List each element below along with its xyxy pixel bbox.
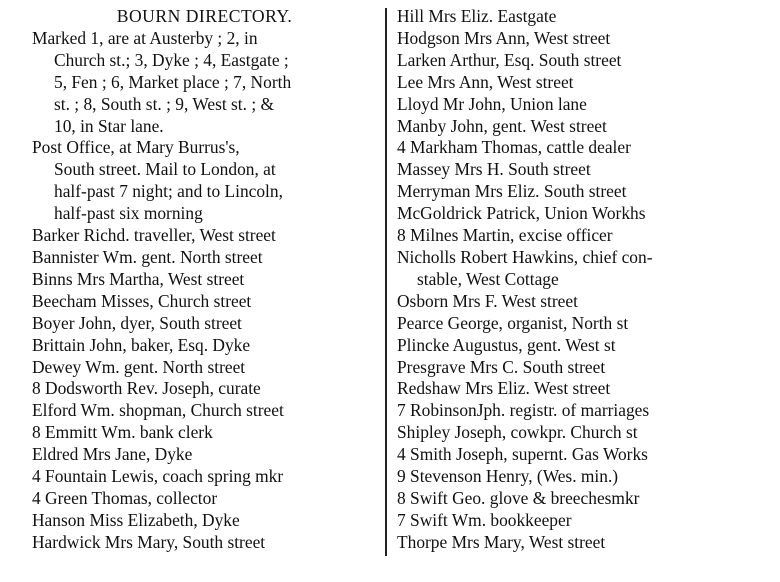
directory-entry: Lloyd Mr John, Union lane — [397, 93, 587, 114]
directory-entry: 4 Green Thomas, collector — [32, 487, 218, 508]
directory-entry: Binns Mrs Martha, West street — [32, 268, 245, 289]
intro-paragraph — [32, 28, 377, 138]
directory-entry: Thorpe Mrs Mary, West street — [397, 531, 606, 552]
column-divider — [385, 8, 387, 556]
intro-line: 10, in Star lane. — [54, 115, 164, 136]
directory-entry: Osborn Mrs F. West street — [397, 290, 578, 311]
directory-entry: Larken Arthur, Esq. South street — [397, 49, 622, 70]
directory-entry: 7 RobinsonJph. registr. of marriages — [397, 400, 650, 421]
directory-entry: 8 Milnes Martin, excise officer — [397, 225, 613, 246]
intro-line: Marked 1, are at Austerby ; 2, in — [32, 27, 258, 48]
directory-entry: Dewey Wm. gent. North street — [32, 356, 246, 377]
directory-entry: Beecham Misses, Church street — [32, 290, 252, 311]
directory-entry: Elford Wm. shopman, Church street — [32, 400, 284, 421]
post-office-line: half-past six morning — [54, 203, 203, 224]
directory-entry: 7 Swift Wm. bookkeeper — [397, 509, 572, 530]
left-entries — [32, 225, 377, 554]
directory-entry: Bannister Wm. gent. North street — [32, 246, 263, 267]
directory-entry: Hardwick Mrs Mary, South street — [32, 531, 266, 552]
directory-entry: Hodgson Mrs Ann, West street — [397, 27, 611, 48]
directory-entry: 9 Stevenson Henry, (Wes. min.) — [397, 466, 619, 487]
directory-heading: BOURN DIRECTORY. — [116, 6, 293, 26]
directory-entry: 8 Dodsworth Rev. Joseph, curate — [32, 378, 261, 399]
post-office-line: South street. Mail to London, at — [54, 159, 276, 180]
directory-entry: 8 Swift Geo. glove & breechesmkr — [397, 487, 640, 508]
right-column — [397, 6, 769, 554]
intro-line: 5, Fen ; 6, Market place ; 7, North — [54, 71, 292, 92]
directory-entry: Merryman Mrs Eliz. South street — [397, 181, 627, 202]
directory-entry: Manby John, gent. West street — [397, 115, 607, 136]
directory-entry: 4 Fountain Lewis, coach spring mkr — [32, 466, 284, 487]
directory-entry: Nicholls Robert Hawkins, chief con- — [397, 246, 653, 267]
intro-line: st. ; 8, South st. ; 9, West st. ; & — [54, 93, 275, 114]
post-office-paragraph — [32, 137, 377, 225]
directory-entry: 8 Emmitt Wm. bank clerk — [32, 422, 213, 443]
directory-entry: Hanson Miss Elizabeth, Dyke — [32, 509, 240, 530]
intro-line: Church st.; 3, Dyke ; 4, Eastgate ; — [54, 49, 289, 70]
directory-entry: Presgrave Mrs C. South street — [397, 356, 606, 377]
directory-entry: Lee Mrs Ann, West street — [397, 71, 574, 92]
post-office-line: Post Office, at Mary Burrus's, — [32, 137, 240, 158]
directory-entry: Eldred Mrs Jane, Dyke — [32, 444, 193, 465]
directory-entry: Hill Mrs Eliz. Eastgate — [397, 6, 557, 26]
directory-entry: Plincke Augustus, gent. West st — [397, 334, 616, 355]
directory-entry: Pearce George, organist, North st — [397, 312, 629, 333]
directory-entry: Massey Mrs H. South street — [397, 159, 591, 180]
directory-entry-continuation: stable, West Cottage — [417, 268, 559, 289]
directory-entry: Barker Richd. traveller, West street — [32, 225, 276, 246]
post-office-line: half-past 7 night; and to Lincoln, — [54, 181, 283, 202]
directory-entry: Boyer John, dyer, South street — [32, 312, 242, 333]
left-column — [32, 6, 377, 554]
directory-entry: Redshaw Mrs Eliz. West street — [397, 378, 611, 399]
directory-entry: 4 Smith Joseph, supernt. Gas Works — [397, 444, 648, 465]
directory-entry: Shipley Joseph, cowkpr. Church st — [397, 422, 638, 443]
directory-entry: 4 Markham Thomas, cattle dealer — [397, 137, 631, 158]
directory-entry: McGoldrick Patrick, Union Workhs — [397, 203, 646, 224]
directory-entry: Brittain John, baker, Esq. Dyke — [32, 334, 251, 355]
